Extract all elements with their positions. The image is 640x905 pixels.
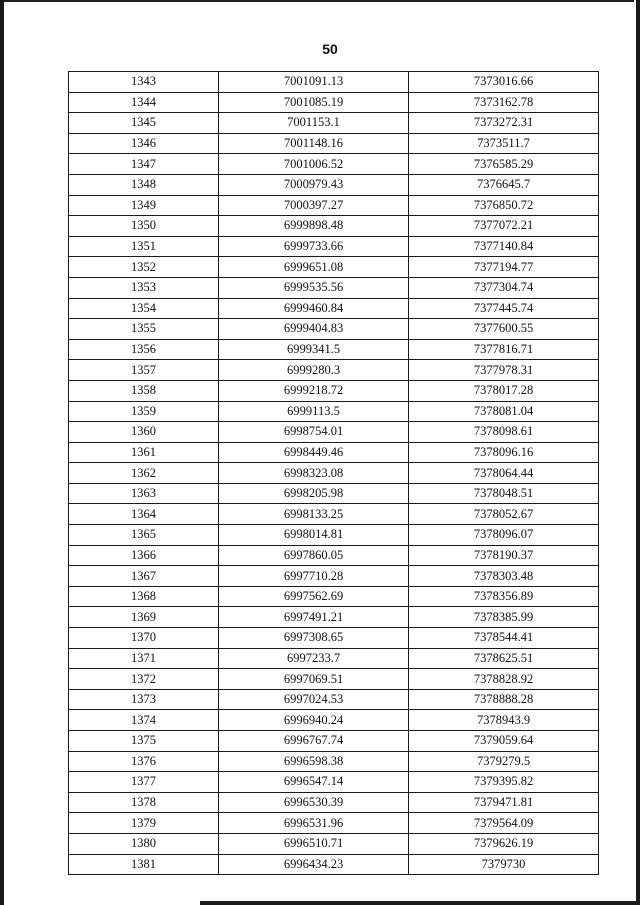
x-coordinate-cell: 6997308.65: [219, 628, 409, 649]
point-number-cell: 1364: [69, 504, 219, 525]
scan-border-top: [4, 0, 634, 2]
x-coordinate-cell: 7001153.1: [219, 113, 409, 134]
y-coordinate-cell: 7378888.28: [409, 689, 599, 710]
x-coordinate-cell: 6996547.14: [219, 772, 409, 793]
point-number-cell: 1373: [69, 689, 219, 710]
x-coordinate-cell: 6996434.23: [219, 854, 409, 875]
table-row: [69, 751, 599, 772]
table-row: [69, 628, 599, 649]
table-row: [69, 360, 599, 381]
point-number-cell: 1377: [69, 772, 219, 793]
table-row: [69, 689, 599, 710]
point-number-cell: 1353: [69, 277, 219, 298]
x-coordinate-cell: 6998754.01: [219, 422, 409, 443]
x-coordinate-cell: 6999460.84: [219, 298, 409, 319]
point-number-cell: 1344: [69, 92, 219, 113]
table-row: [69, 566, 599, 587]
x-coordinate-cell: 6997860.05: [219, 545, 409, 566]
y-coordinate-cell: 7378625.51: [409, 648, 599, 669]
table-row: [69, 298, 599, 319]
x-coordinate-cell: 7000979.43: [219, 174, 409, 195]
point-number-cell: 1372: [69, 669, 219, 690]
point-number-cell: 1350: [69, 216, 219, 237]
page-number: 50: [322, 41, 338, 57]
x-coordinate-cell: 6998449.46: [219, 442, 409, 463]
table-row: [69, 710, 599, 731]
y-coordinate-cell: 7378303.48: [409, 566, 599, 587]
x-coordinate-cell: 6998133.25: [219, 504, 409, 525]
y-coordinate-cell: 7376645.7: [409, 174, 599, 195]
y-coordinate-cell: 7379395.82: [409, 772, 599, 793]
table-row: [69, 174, 599, 195]
y-coordinate-cell: 7378048.51: [409, 483, 599, 504]
point-number-cell: 1351: [69, 236, 219, 257]
point-number-cell: 1358: [69, 380, 219, 401]
point-number-cell: 1369: [69, 607, 219, 628]
point-number-cell: 1356: [69, 339, 219, 360]
point-number-cell: 1352: [69, 257, 219, 278]
coordinates-table-body: [69, 72, 599, 875]
table-row: [69, 401, 599, 422]
point-number-cell: 1365: [69, 525, 219, 546]
point-number-cell: 1366: [69, 545, 219, 566]
x-coordinate-cell: 6998205.98: [219, 483, 409, 504]
table-row: [69, 792, 599, 813]
x-coordinate-cell: 7001006.52: [219, 154, 409, 175]
x-coordinate-cell: 6997024.53: [219, 689, 409, 710]
y-coordinate-cell: 7373511.7: [409, 133, 599, 154]
table-row: [69, 277, 599, 298]
x-coordinate-cell: 6999341.5: [219, 339, 409, 360]
point-number-cell: 1360: [69, 422, 219, 443]
point-number-cell: 1362: [69, 463, 219, 484]
y-coordinate-cell: 7379730: [409, 854, 599, 875]
scan-border-bottom: [200, 901, 640, 905]
y-coordinate-cell: 7378190.37: [409, 545, 599, 566]
table-row: [69, 772, 599, 793]
y-coordinate-cell: 7377816.71: [409, 339, 599, 360]
x-coordinate-cell: 6997562.69: [219, 586, 409, 607]
y-coordinate-cell: 7378544.41: [409, 628, 599, 649]
x-coordinate-cell: 6996530.39: [219, 792, 409, 813]
y-coordinate-cell: 7378064.44: [409, 463, 599, 484]
y-coordinate-cell: 7376585.29: [409, 154, 599, 175]
table-row: [69, 442, 599, 463]
y-coordinate-cell: 7378081.04: [409, 401, 599, 422]
scan-border-right: [636, 0, 640, 905]
x-coordinate-cell: 6996510.71: [219, 833, 409, 854]
y-coordinate-cell: 7376850.72: [409, 195, 599, 216]
coordinates-table: [68, 71, 599, 875]
x-coordinate-cell: 6999404.83: [219, 319, 409, 340]
y-coordinate-cell: 7373162.78: [409, 92, 599, 113]
table-row: [69, 854, 599, 875]
x-coordinate-cell: 6996531.96: [219, 813, 409, 834]
x-coordinate-cell: 6997233.7: [219, 648, 409, 669]
point-number-cell: 1376: [69, 751, 219, 772]
y-coordinate-cell: 7378385.99: [409, 607, 599, 628]
table-row: [69, 339, 599, 360]
table-row: [69, 607, 599, 628]
y-coordinate-cell: 7378356.89: [409, 586, 599, 607]
y-coordinate-cell: 7373016.66: [409, 72, 599, 93]
point-number-cell: 1355: [69, 319, 219, 340]
table-row: [69, 483, 599, 504]
table-row: [69, 525, 599, 546]
table-row: [69, 504, 599, 525]
point-number-cell: 1363: [69, 483, 219, 504]
table-row: [69, 133, 599, 154]
x-coordinate-cell: 6997710.28: [219, 566, 409, 587]
table-row: [69, 586, 599, 607]
x-coordinate-cell: 6999733.66: [219, 236, 409, 257]
x-coordinate-cell: 6999280.3: [219, 360, 409, 381]
x-coordinate-cell: 7001148.16: [219, 133, 409, 154]
point-number-cell: 1375: [69, 731, 219, 752]
table-row: [69, 257, 599, 278]
x-coordinate-cell: 6999651.08: [219, 257, 409, 278]
table-row: [69, 422, 599, 443]
y-coordinate-cell: 7378828.92: [409, 669, 599, 690]
point-number-cell: 1361: [69, 442, 219, 463]
y-coordinate-cell: 7379626.19: [409, 833, 599, 854]
table-row: [69, 113, 599, 134]
y-coordinate-cell: 7378098.61: [409, 422, 599, 443]
x-coordinate-cell: 7001085.19: [219, 92, 409, 113]
table-row: [69, 813, 599, 834]
point-number-cell: 1379: [69, 813, 219, 834]
x-coordinate-cell: 6996598.38: [219, 751, 409, 772]
table-row: [69, 195, 599, 216]
y-coordinate-cell: 7379279.5: [409, 751, 599, 772]
table-row: [69, 216, 599, 237]
x-coordinate-cell: 6999113.5: [219, 401, 409, 422]
x-coordinate-cell: 6998014.81: [219, 525, 409, 546]
table-row: [69, 545, 599, 566]
y-coordinate-cell: 7379059.64: [409, 731, 599, 752]
x-coordinate-cell: 6997069.51: [219, 669, 409, 690]
y-coordinate-cell: 7377445.74: [409, 298, 599, 319]
point-number-cell: 1357: [69, 360, 219, 381]
x-coordinate-cell: 6999218.72: [219, 380, 409, 401]
table-row: [69, 731, 599, 752]
x-coordinate-cell: 7001091.13: [219, 72, 409, 93]
point-number-cell: 1345: [69, 113, 219, 134]
point-number-cell: 1367: [69, 566, 219, 587]
y-coordinate-cell: 7378096.16: [409, 442, 599, 463]
x-coordinate-cell: 6996767.74: [219, 731, 409, 752]
y-coordinate-cell: 7378096.07: [409, 525, 599, 546]
point-number-cell: 1371: [69, 648, 219, 669]
y-coordinate-cell: 7373272.31: [409, 113, 599, 134]
y-coordinate-cell: 7378943.9: [409, 710, 599, 731]
point-number-cell: 1368: [69, 586, 219, 607]
y-coordinate-cell: 7379564.09: [409, 813, 599, 834]
table-row: [69, 319, 599, 340]
table-row: [69, 236, 599, 257]
x-coordinate-cell: 6999898.48: [219, 216, 409, 237]
x-coordinate-cell: 7000397.27: [219, 195, 409, 216]
y-coordinate-cell: 7377600.55: [409, 319, 599, 340]
table-row: [69, 648, 599, 669]
y-coordinate-cell: 7377140.84: [409, 236, 599, 257]
table-row: [69, 72, 599, 93]
x-coordinate-cell: 6998323.08: [219, 463, 409, 484]
scan-border-left: [0, 0, 4, 905]
point-number-cell: 1359: [69, 401, 219, 422]
y-coordinate-cell: 7377304.74: [409, 277, 599, 298]
point-number-cell: 1370: [69, 628, 219, 649]
table-row: [69, 380, 599, 401]
point-number-cell: 1354: [69, 298, 219, 319]
table-row: [69, 669, 599, 690]
point-number-cell: 1378: [69, 792, 219, 813]
x-coordinate-cell: 6999535.56: [219, 277, 409, 298]
y-coordinate-cell: 7379471.81: [409, 792, 599, 813]
table-row: [69, 92, 599, 113]
point-number-cell: 1343: [69, 72, 219, 93]
y-coordinate-cell: 7378052.67: [409, 504, 599, 525]
point-number-cell: 1346: [69, 133, 219, 154]
table-row: [69, 154, 599, 175]
y-coordinate-cell: 7377072.21: [409, 216, 599, 237]
y-coordinate-cell: 7377194.77: [409, 257, 599, 278]
point-number-cell: 1349: [69, 195, 219, 216]
point-number-cell: 1347: [69, 154, 219, 175]
point-number-cell: 1381: [69, 854, 219, 875]
point-number-cell: 1380: [69, 833, 219, 854]
point-number-cell: 1374: [69, 710, 219, 731]
x-coordinate-cell: 6996940.24: [219, 710, 409, 731]
point-number-cell: 1348: [69, 174, 219, 195]
y-coordinate-cell: 7377978.31: [409, 360, 599, 381]
table-row: [69, 833, 599, 854]
x-coordinate-cell: 6997491.21: [219, 607, 409, 628]
y-coordinate-cell: 7378017.28: [409, 380, 599, 401]
table-row: [69, 463, 599, 484]
